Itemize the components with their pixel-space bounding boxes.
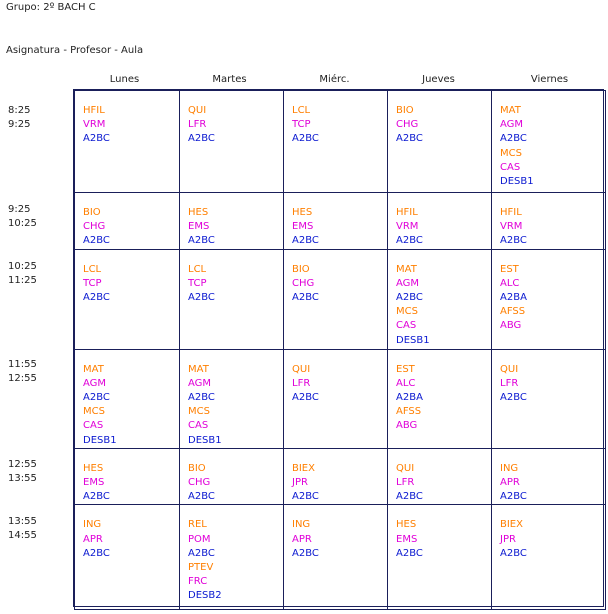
cell-teacher-alt: CAS <box>83 420 104 432</box>
cell-room: A2BC <box>83 547 110 559</box>
time-end: 13:55 <box>8 473 37 485</box>
time-slot <box>8 358 68 386</box>
timetable-cell-wednesday <box>284 505 388 610</box>
cell-teacher: AGM <box>188 377 212 389</box>
time-end: 9:25 <box>8 119 31 131</box>
cell-subject-alt: MCS <box>500 147 522 159</box>
cell-room: A2BC <box>396 133 423 145</box>
cell-room: A2BC <box>83 292 110 304</box>
cell-room: A2BC <box>396 235 423 247</box>
timetable-cell-friday <box>492 349 606 448</box>
cell-subject: HFIL <box>83 105 105 116</box>
cell-room: A2BC <box>292 491 319 503</box>
cell-content <box>284 91 387 147</box>
cell-content <box>75 350 179 448</box>
cell-teacher: LFR <box>292 377 311 389</box>
cell-content <box>180 193 283 249</box>
cell-teacher: JPR <box>500 533 516 545</box>
timetable-cell-friday <box>492 91 606 193</box>
cell-content <box>492 91 605 189</box>
cell-room: A2BC <box>188 235 215 247</box>
cell-subject-alt: PTEV <box>188 562 214 574</box>
cell-teacher: EMS <box>83 477 105 489</box>
cell-content <box>284 505 387 561</box>
time-slot <box>8 515 68 543</box>
time-start: 13:55 <box>8 516 37 527</box>
timetable <box>74 90 606 610</box>
cell-room-alt: DESB1 <box>188 434 222 446</box>
cell-subject: MAT <box>500 105 521 116</box>
cell-subject: HES <box>83 462 104 474</box>
cell-teacher: VRM <box>500 221 523 233</box>
time-start: 10:25 <box>8 261 37 272</box>
cell-teacher: TCP <box>188 277 207 289</box>
cell-teacher-alt: CAS <box>500 161 521 173</box>
time-end: 10:25 <box>8 218 37 230</box>
cell-subject: HES <box>396 519 417 531</box>
timetable-grid <box>73 89 604 607</box>
cell-subject: BIO <box>396 105 414 116</box>
cell-room: A2BC <box>292 547 319 559</box>
cell-subject: MAT <box>396 263 417 275</box>
time-end: 11:25 <box>8 275 37 287</box>
timetable-cell-thursday <box>388 249 492 349</box>
timetable-cell-friday <box>492 193 606 250</box>
timetable-cell-monday <box>75 193 180 250</box>
cell-content <box>388 250 491 348</box>
cell-teacher-alt: ABG <box>500 320 522 332</box>
cell-subject: QUI <box>396 462 415 474</box>
day-header-row <box>73 74 608 88</box>
day-header-friday: Viernes <box>530 74 569 85</box>
timetable-cell-tuesday <box>180 505 284 610</box>
cell-subject: BIO <box>292 263 310 275</box>
cell-room-alt: DESB1 <box>396 334 430 346</box>
timetable-cell-tuesday <box>180 448 284 505</box>
timetable-cell-wednesday <box>284 249 388 349</box>
timetable-cell-wednesday <box>284 193 388 250</box>
cell-content <box>388 193 491 249</box>
cell-teacher: ALC <box>396 377 416 389</box>
timetable-cell-friday <box>492 505 606 610</box>
cell-subject: HFIL <box>396 207 418 218</box>
cell-room: A2BC <box>188 547 215 559</box>
cell-subject: QUI <box>292 363 311 375</box>
timetable-cell-monday <box>75 505 180 610</box>
cell-content <box>492 250 605 334</box>
cell-content <box>388 505 491 561</box>
cell-room-alt: DESB1 <box>500 176 534 188</box>
cell-content <box>284 193 387 249</box>
cell-content <box>180 449 283 505</box>
day-header-thursday: Jueves <box>422 74 455 85</box>
timetable-row <box>75 193 606 250</box>
cell-teacher: POM <box>188 533 211 545</box>
timetable-row <box>75 249 606 349</box>
cell-content <box>388 91 491 147</box>
timetable-cell-tuesday <box>180 91 284 193</box>
cell-room: A2BC <box>188 292 215 304</box>
cell-teacher: VRM <box>83 119 106 131</box>
cell-teacher: AGM <box>396 277 420 289</box>
cell-content <box>75 449 179 505</box>
time-end: 12:55 <box>8 373 37 385</box>
cell-teacher: CHG <box>188 477 211 489</box>
cell-room: A2BA <box>500 292 527 304</box>
cell-subject-alt: MCS <box>83 406 105 418</box>
day-header-monday: Lunes <box>109 74 140 85</box>
cell-teacher: CHG <box>292 277 315 289</box>
time-start: 11:55 <box>8 359 37 370</box>
cell-room: A2BC <box>188 491 215 503</box>
cell-room: A2BC <box>292 133 319 145</box>
cell-room: A2BC <box>500 235 527 247</box>
day-header-tuesday: Martes <box>212 74 247 85</box>
cell-subject: HES <box>188 207 209 218</box>
cell-subject-alt: AFSS <box>396 406 422 418</box>
cell-teacher: EMS <box>188 221 210 233</box>
cell-room: A2BC <box>83 392 110 404</box>
cell-room: A2BC <box>396 491 423 503</box>
cell-teacher: LFR <box>500 377 519 389</box>
cell-room: A2BC <box>83 235 110 247</box>
cell-content <box>388 350 491 434</box>
cell-subject: QUI <box>500 363 519 375</box>
timetable-cell-thursday <box>388 91 492 193</box>
cell-room: A2BC <box>500 392 527 404</box>
cell-teacher-alt: CAS <box>188 420 209 432</box>
cell-subject: EST <box>500 263 519 275</box>
cell-room: A2BC <box>500 133 527 145</box>
timetable-cell-thursday <box>388 193 492 250</box>
cell-teacher: TCP <box>292 119 311 131</box>
cell-teacher: APR <box>292 533 312 545</box>
cell-room: A2BA <box>396 392 423 404</box>
timetable-cell-monday <box>75 91 180 193</box>
cell-teacher-alt: FRC <box>188 576 208 588</box>
cell-subject: LCL <box>83 263 102 275</box>
cell-teacher: JPR <box>292 477 308 489</box>
time-end: 14:55 <box>8 530 37 542</box>
cell-subject: BIEX <box>500 519 523 531</box>
cell-content <box>388 449 491 505</box>
cell-content <box>75 250 179 306</box>
cell-teacher: TCP <box>83 277 102 289</box>
timetable-cell-thursday <box>388 349 492 448</box>
cell-subject: ING <box>500 462 519 474</box>
cell-teacher-alt: ABG <box>396 420 418 432</box>
cell-content <box>492 449 605 505</box>
time-start: 8:25 <box>8 105 31 116</box>
timetable-row <box>75 349 606 448</box>
timetable-cell-thursday <box>388 448 492 505</box>
cell-content <box>180 350 283 448</box>
cell-content <box>492 193 605 249</box>
timetable-cell-monday <box>75 349 180 448</box>
cell-subject: LCL <box>188 263 207 275</box>
cell-room-alt: DESB1 <box>83 434 117 446</box>
cell-subject: HES <box>292 207 313 218</box>
cell-teacher: AGM <box>83 377 107 389</box>
day-header-wednesday: Miérc. <box>319 74 350 85</box>
cell-content <box>75 193 179 249</box>
timetable-cell-wednesday <box>284 448 388 505</box>
timetable-cell-friday <box>492 448 606 505</box>
cell-subject-alt: MCS <box>188 406 210 418</box>
cell-subject: BIO <box>188 462 206 474</box>
cell-room: A2BC <box>500 491 527 503</box>
cell-subject-alt: AFSS <box>500 306 526 318</box>
time-slot <box>8 260 68 288</box>
timetable-cell-tuesday <box>180 349 284 448</box>
cell-subject: BIEX <box>292 462 315 474</box>
time-start: 12:55 <box>8 459 37 470</box>
timetable-row <box>75 448 606 505</box>
time-start: 9:25 <box>8 204 31 215</box>
time-slot <box>8 203 68 231</box>
timetable-cell-tuesday <box>180 249 284 349</box>
timetable-cell-friday <box>492 249 606 349</box>
cell-content <box>180 91 283 147</box>
timetable-row <box>75 91 606 193</box>
cell-subject: ING <box>83 519 102 531</box>
cell-subject: BIO <box>83 207 101 218</box>
cell-subject: MAT <box>83 363 104 375</box>
cell-subject: EST <box>396 363 415 375</box>
timetable-row <box>75 505 606 610</box>
cell-room: A2BC <box>292 292 319 304</box>
cell-room: A2BC <box>500 547 527 559</box>
cell-room: A2BC <box>396 292 423 304</box>
cell-teacher-alt: CAS <box>396 320 417 332</box>
cell-room: A2BC <box>292 392 319 404</box>
timetable-cell-tuesday <box>180 193 284 250</box>
cell-teacher: AGM <box>500 119 524 131</box>
cell-subject: MAT <box>188 363 209 375</box>
cell-content <box>180 250 283 306</box>
cell-teacher: LFR <box>188 119 207 131</box>
cell-room: A2BC <box>188 392 215 404</box>
cell-content <box>75 91 179 147</box>
cell-teacher: EMS <box>396 533 418 545</box>
cell-room: A2BC <box>188 133 215 145</box>
cell-teacher: LFR <box>396 477 415 489</box>
timetable-cell-wednesday <box>284 91 388 193</box>
cell-content <box>284 250 387 306</box>
cell-teacher: APR <box>500 477 520 489</box>
cell-room: A2BC <box>83 133 110 145</box>
cell-teacher: CHG <box>83 221 106 233</box>
cell-content <box>492 505 605 561</box>
cell-content <box>75 505 179 561</box>
timetable-cell-monday <box>75 448 180 505</box>
cell-subject: QUI <box>188 105 207 116</box>
timetable-cell-wednesday <box>284 349 388 448</box>
cell-teacher: APR <box>83 533 103 545</box>
cell-content <box>284 350 387 406</box>
cell-teacher: CHG <box>396 119 419 131</box>
cell-room: A2BC <box>292 235 319 247</box>
time-slot <box>8 458 68 486</box>
cell-room: A2BC <box>83 491 110 503</box>
cell-content <box>492 350 605 406</box>
timetable-cell-monday <box>75 249 180 349</box>
cell-subject: HFIL <box>500 207 522 218</box>
cell-teacher: ALC <box>500 277 520 289</box>
cell-subject-alt: MCS <box>396 306 418 318</box>
time-slot <box>8 104 68 132</box>
cell-room: A2BC <box>396 547 423 559</box>
timetable-cell-thursday <box>388 505 492 610</box>
cell-teacher: VRM <box>396 221 419 233</box>
cell-subject: REL <box>188 519 207 531</box>
group-title: Grupo: 2º BACH C <box>6 2 96 13</box>
cell-content <box>284 449 387 505</box>
cell-content <box>180 505 283 603</box>
legend-text: Asignatura - Profesor - Aula <box>6 45 144 56</box>
cell-teacher: EMS <box>292 221 314 233</box>
cell-subject: LCL <box>292 105 311 116</box>
cell-subject: ING <box>292 519 311 531</box>
cell-room-alt: DESB2 <box>188 590 222 602</box>
